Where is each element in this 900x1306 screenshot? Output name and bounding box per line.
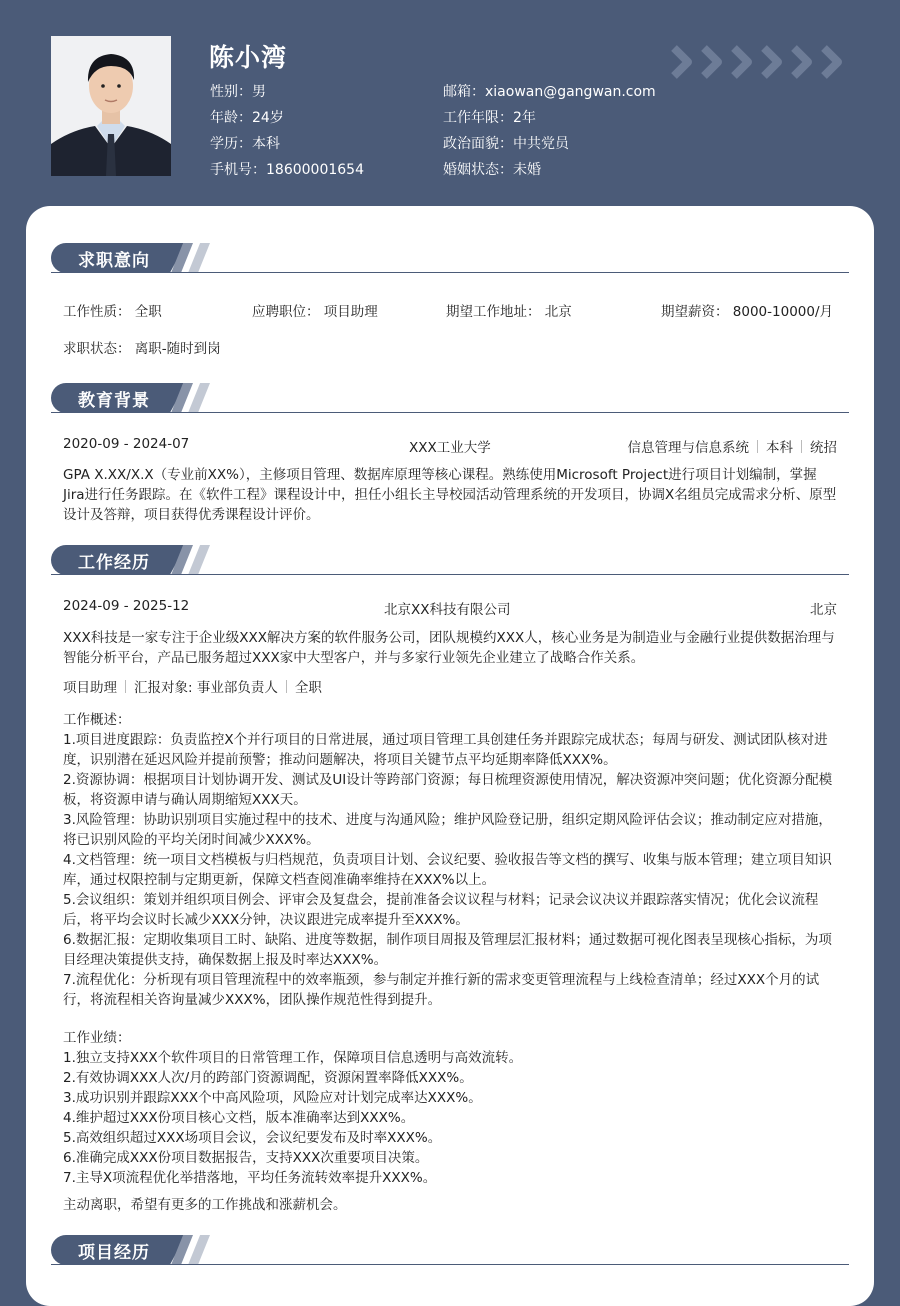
job-type: 工作性质： 全职 bbox=[63, 304, 162, 320]
target-position: 应聘职位： 项目助理 bbox=[252, 304, 378, 320]
list-item: 1.项目进度跟踪：负责监控X个并行项目的日常进展，通过项目管理工具创建任务并跟踪完成状态；每周与研发、测试团队核对进度，识别潜在延迟风险并提前预警；推动问题解决，将项目关键节点平均延期率降低XXX%。 bbox=[63, 732, 828, 768]
education-description: GPA X.XX/X.X（专业前XX%），主修项目管理、数据库原理等核心课程。熟练使用Microsoft Project进行项目计划编制，掌握Jira进行任务跟踪。在《软件工程》课程设计中，担任小组长主导校园活动管理系统的开发项目，协调X名组员完成需求分析、原型设计及答辩，项目获得优秀课程设计评价。 bbox=[63, 467, 837, 523]
candidate-name: 陈小湾 bbox=[209, 43, 288, 72]
list-item: 6.数据汇报：定期收集项目工时、缺陷、进度等数据，制作项目周报及管理层汇报材料；通过数据可视化图表呈现核心指标，为项目经理决策提供支持，确保数据上报及时率达XXX%。 bbox=[63, 932, 832, 968]
gender: 性别：男 bbox=[210, 84, 266, 100]
basic-info-left bbox=[210, 79, 364, 183]
major: 信息管理与信息系统 bbox=[627, 440, 749, 456]
overview-title: 工作概述： bbox=[63, 712, 131, 728]
basic-info-right bbox=[443, 79, 656, 183]
achievement-title: 工作业绩： bbox=[63, 1030, 131, 1046]
degree: 本科 bbox=[766, 440, 793, 456]
section-title: 求职意向 bbox=[78, 251, 150, 271]
list-item: 7.流程优化：分析现有项目管理流程中的效率瓶颈，参与制定并推行新的需求变更管理流程与上线检查清单；经过XXX个月的试行，将流程相关咨询量减少XXX%，团队操作规范性得到提升。 bbox=[63, 972, 820, 1008]
company-name: 北京XX科技有限公司 bbox=[384, 602, 511, 618]
list-item: 6.准确完成XXX份项目数据报告，支持XXX次重要项目决策。 bbox=[63, 1150, 429, 1166]
target-location: 期望工作地址： 北京 bbox=[446, 304, 572, 320]
list-item: 3.成功识别并跟踪XXX个中高风险项，风险应对计划完成率达XXX%。 bbox=[63, 1090, 482, 1106]
list-item: 3.风险管理：协助识别项目实施过程中的技术、进度与沟通风险；维护风险登记册，组织定期风险评估会议；推动制定应对措施，将已识别风险的平均关闭时间减少XXX%。 bbox=[63, 812, 832, 848]
phone: 手机号：18600001654 bbox=[210, 162, 364, 178]
section-header-education bbox=[51, 383, 849, 413]
section-header-intention bbox=[51, 243, 849, 273]
expected-salary: 期望薪资： 8000-10000/月 bbox=[661, 304, 834, 320]
education-meta bbox=[628, 436, 838, 456]
job-status: 求职状态： 离职-随时到岗 bbox=[63, 341, 221, 357]
list-item: 5.高效组织超过XXX场项目会议，会议纪要发布及时率XXX%。 bbox=[63, 1130, 442, 1146]
person-portrait-icon bbox=[51, 36, 171, 176]
work-achievements bbox=[63, 1028, 838, 1188]
list-item: 5.会议组织：策划并组织项目例会、评审会及复盘会，提前准备会议议程与材料；记录会议决议并跟踪落实情况；优化会议流程后，将平均会议时长减少XXX分钟，决议跟进完成率提升至XXX%。 bbox=[63, 892, 819, 928]
list-item: 1.独立支持XXX个软件项目的日常管理工作，保障项目信息透明与高效流转。 bbox=[63, 1050, 523, 1066]
chevron-decoration-icon bbox=[668, 44, 868, 80]
section-header-project bbox=[51, 1235, 849, 1265]
age: 年龄：24岁 bbox=[210, 110, 284, 126]
list-item: 2.资源协调：根据项目计划协调开发、测试及UI设计等跨部门资源；每日梳理资源使用情况，解决资源冲突问题；优化资源分配模板，将资源申请与确认周期缩短XXX天。 bbox=[63, 772, 833, 808]
work-city: 北京 bbox=[810, 602, 837, 618]
employment-kind: 全职 bbox=[294, 680, 322, 696]
work-years: 工作年限：2年 bbox=[443, 110, 536, 126]
resume-header bbox=[0, 0, 900, 230]
list-item: 4.维护超过XXX份项目核心文档，版本准确率达到XXX%。 bbox=[63, 1110, 415, 1126]
political-status: 政治面貌：中共党员 bbox=[443, 136, 569, 152]
work-role-line bbox=[63, 676, 322, 696]
email: 邮箱：xiaowan@gangwan.com bbox=[443, 84, 656, 100]
enroll-type: 统招 bbox=[810, 440, 837, 456]
leave-reason: 主动离职，希望有更多的工作挑战和涨薪机会。 bbox=[63, 1197, 347, 1213]
list-item: 7.主导X项流程优化举措落地，平均任务流转效率提升XXX%。 bbox=[63, 1170, 437, 1186]
company-description: XXX科技是一家专注于企业级XXX解决方案的软件服务公司，团队规模约XXX人，核心业务是为制造业与金融行业提供数据治理与智能分析平台，产品已服务超过XXX家中大型客户，并与多家行业领先企业建立了战略合作关系。 bbox=[63, 630, 835, 666]
education-period: 2020-09 - 2024-07 bbox=[63, 436, 190, 452]
section-title: 项目经历 bbox=[78, 1243, 150, 1263]
work-period: 2024-09 - 2025-12 bbox=[63, 598, 190, 614]
section-title: 工作经历 bbox=[78, 553, 150, 573]
school-name: XXX工业大学 bbox=[409, 440, 491, 456]
profile-photo bbox=[51, 36, 171, 176]
report-to: 汇报对象: 事业部负责人 bbox=[134, 680, 278, 696]
role: 项目助理 bbox=[63, 680, 117, 696]
list-item: 2.有效协调XXX人次/月的跨部门资源调配，资源闲置率降低XXX%。 bbox=[63, 1070, 473, 1086]
marital-status: 婚姻状态：未婚 bbox=[443, 162, 541, 178]
section-header-work bbox=[51, 545, 849, 575]
work-overview bbox=[63, 710, 838, 1010]
list-item: 4.文档管理：统一项目文档模板与归档规范，负责项目计划、会议纪要、验收报告等文档的撰写、收集与版本管理；建立项目知识库，通过权限控制与定期更新，保障文档查阅准确率维持在XXX%以上。 bbox=[63, 852, 832, 888]
section-title: 教育背景 bbox=[78, 391, 150, 411]
education-level: 学历：本科 bbox=[210, 136, 280, 152]
